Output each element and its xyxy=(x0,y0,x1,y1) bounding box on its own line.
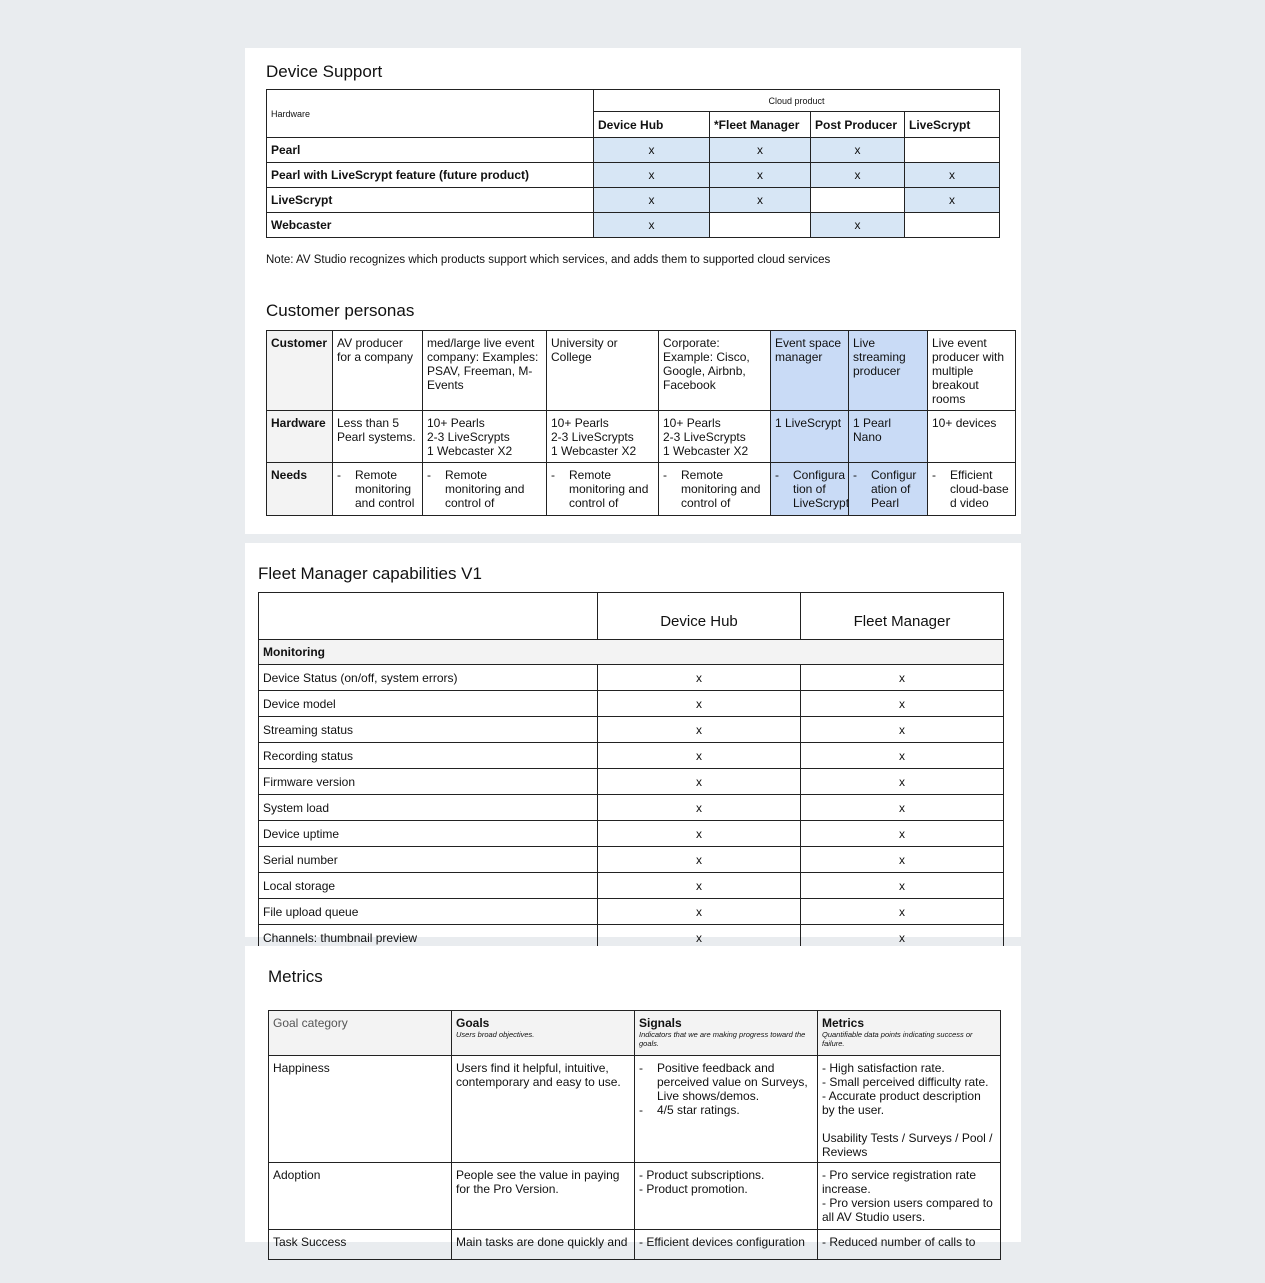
support-cell xyxy=(905,138,1000,163)
capability-row xyxy=(259,873,1004,899)
capability-name: Channels: thumbnail preview xyxy=(259,925,598,951)
metrics-cell xyxy=(818,1230,1001,1260)
need-item: - Configur ation of Pearl xyxy=(853,468,923,510)
fleet-corner xyxy=(259,593,598,640)
header-goals-sub: Users broad objectives. xyxy=(456,1030,535,1039)
header-signals-title: Signals xyxy=(639,1016,682,1030)
capability-row xyxy=(259,795,1004,821)
metric-line: Usability Tests / Surveys / Pool / Reviews xyxy=(822,1131,993,1159)
support-cell: x xyxy=(594,163,710,188)
fleet-manager-cell: x xyxy=(801,769,1004,795)
metric-line: - High satisfaction rate. xyxy=(822,1061,945,1075)
fleet-manager-cell: x xyxy=(801,899,1004,925)
device-hub-cell: x xyxy=(598,873,801,899)
row-label: Pearl with LiveScrypt feature (future product) xyxy=(267,163,594,188)
support-cell: x xyxy=(905,188,1000,213)
support-cell: x xyxy=(811,138,905,163)
device-hub-cell: x xyxy=(598,847,801,873)
persona-hardware: 10+ Pearls 2-3 LiveScrypts 1 Webcaster X2 xyxy=(659,411,771,463)
goal-text: Main tasks are done quickly and xyxy=(452,1230,635,1260)
persona-customer: University or College xyxy=(547,331,659,411)
column-header: Fleet Manager xyxy=(801,593,1004,640)
capability-row xyxy=(259,665,1004,691)
support-cell xyxy=(905,213,1000,238)
metrics-table xyxy=(268,1010,1001,1260)
fleet-manager-cell: x xyxy=(801,925,1004,951)
need-item: - Configura tion of LiveScrypt xyxy=(775,468,844,510)
persona-hardware: 10+ Pearls 2-3 LiveScrypts 1 Webcaster X2 xyxy=(547,411,659,463)
persona-needs xyxy=(423,463,547,516)
row-label: Pearl xyxy=(267,138,594,163)
need-item: - Remote monitoring and control of xyxy=(427,468,542,510)
support-cell: x xyxy=(594,138,710,163)
header-signals xyxy=(635,1011,818,1056)
metric-line: - Pro version users compared to all AV Studio users. xyxy=(822,1196,993,1224)
need-item: - Efficient cloud-base d video xyxy=(932,468,1011,510)
column-header: *Fleet Manager xyxy=(710,112,811,138)
fleet-title: Fleet Manager capabilities V1 xyxy=(258,564,482,583)
signals-cell xyxy=(635,1163,818,1230)
persona-hardware: 10+ devices xyxy=(928,411,1016,463)
device-support-title: Device Support xyxy=(266,62,383,81)
metric-line: - Reduced number of calls to xyxy=(822,1235,976,1249)
need-item: - Remote monitoring and control of xyxy=(551,468,654,510)
persona-needs xyxy=(659,463,771,516)
device-hub-cell: x xyxy=(598,717,801,743)
metrics-card xyxy=(245,946,1021,1249)
signal-line: - Product subscriptions. xyxy=(639,1168,765,1182)
personas-table xyxy=(266,330,1016,516)
persona-customer: Live event producer with multiple breakout rooms xyxy=(928,331,1016,411)
capability-row xyxy=(259,847,1004,873)
device-hub-cell: x xyxy=(598,691,801,717)
goal-category: Task Success xyxy=(269,1230,452,1260)
fleet-manager-cell: x xyxy=(801,847,1004,873)
need-item: - Remote monitoring and control xyxy=(337,468,418,510)
support-cell: x xyxy=(710,163,811,188)
capability-name: Device model xyxy=(259,691,598,717)
metric-line: - Pro service registration rate increase. xyxy=(822,1168,977,1196)
signals-cell xyxy=(635,1056,818,1163)
header-goals xyxy=(452,1011,635,1056)
goal-text: People see the value in paying for the Pro Version. xyxy=(452,1163,635,1230)
personas-title: Customer personas xyxy=(266,301,415,320)
fleet-manager-cell: x xyxy=(801,691,1004,717)
row-label: Webcaster xyxy=(267,213,594,238)
fleet-manager-cell: x xyxy=(801,821,1004,847)
header-metrics-title: Metrics xyxy=(822,1016,865,1030)
signal-line: - Product promotion. xyxy=(639,1182,748,1196)
persona-customer: med/large live event company: Examples: PSAV, Freeman, M-Events xyxy=(423,331,547,411)
persona-customer: Corporate: Example: Cisco, Google, Airbnb, Facebook xyxy=(659,331,771,411)
row-label: Customer xyxy=(267,331,333,411)
persona-needs xyxy=(771,463,849,516)
header-signals-sub: Indicators that we are making progress toward the goals. xyxy=(639,1030,806,1048)
device-support-card xyxy=(245,48,1021,534)
persona-needs xyxy=(333,463,423,516)
capability-name: System load xyxy=(259,795,598,821)
cloud-product-header: Cloud product xyxy=(594,90,1000,112)
persona-needs xyxy=(849,463,928,516)
support-cell xyxy=(710,213,811,238)
section-row: Monitoring xyxy=(259,640,1004,665)
capability-name: Local storage xyxy=(259,873,598,899)
capability-name: Firmware version xyxy=(259,769,598,795)
persona-needs xyxy=(928,463,1016,516)
header-metrics-sub: Quantifiable data points indicating success or failure. xyxy=(822,1030,973,1048)
signal-item: - Positive feedback and perceived value on Surveys, Live shows/demos. xyxy=(639,1061,813,1103)
persona-hardware: 1 Pearl Nano xyxy=(849,411,928,463)
header-metrics xyxy=(818,1011,1001,1056)
fleet-manager-cell: x xyxy=(801,795,1004,821)
signal-item: - 4/5 star ratings. xyxy=(639,1103,813,1117)
device-hub-cell: x xyxy=(598,795,801,821)
row-label: Needs xyxy=(267,463,333,516)
column-header: Device Hub xyxy=(594,112,710,138)
goal-category: Happiness xyxy=(269,1056,452,1163)
capability-row xyxy=(259,691,1004,717)
persona-hardware: Less than 5 Pearl systems. xyxy=(333,411,423,463)
capability-row xyxy=(259,743,1004,769)
support-cell xyxy=(811,188,905,213)
persona-hardware: 10+ Pearls 2-3 LiveScrypts 1 Webcaster X2 xyxy=(423,411,547,463)
persona-customer: Event space manager xyxy=(771,331,849,411)
fleet-table xyxy=(258,592,1004,951)
support-cell: x xyxy=(594,213,710,238)
metric-line: - Accurate product description by the user. xyxy=(822,1089,981,1117)
column-header: Post Producer xyxy=(811,112,905,138)
device-support-table xyxy=(266,89,1000,238)
signals-cell xyxy=(635,1230,818,1260)
persona-customer: AV producer for a company xyxy=(333,331,423,411)
support-cell: x xyxy=(710,138,811,163)
fleet-manager-cell: x xyxy=(801,665,1004,691)
fleet-manager-cell: x xyxy=(801,743,1004,769)
support-cell: x xyxy=(905,163,1000,188)
capability-name: Device uptime xyxy=(259,821,598,847)
header-goal-category: Goal category xyxy=(269,1011,452,1056)
fleet-manager-cell: x xyxy=(801,717,1004,743)
support-cell: x xyxy=(594,188,710,213)
metrics-cell xyxy=(818,1056,1001,1163)
goal-text: Users find it helpful, intuitive, contemporary and easy to use. xyxy=(452,1056,635,1163)
device-hub-cell: x xyxy=(598,821,801,847)
device-hub-cell: x xyxy=(598,769,801,795)
support-cell: x xyxy=(811,213,905,238)
device-hub-cell: x xyxy=(598,925,801,951)
persona-needs xyxy=(547,463,659,516)
signal-line: - Efficient devices configuration xyxy=(639,1235,805,1249)
capability-name: Device Status (on/off, system errors) xyxy=(259,665,598,691)
need-item: - Remote monitoring and control of xyxy=(663,468,766,510)
persona-customer: Live streaming producer xyxy=(849,331,928,411)
metrics-cell xyxy=(818,1163,1001,1230)
hardware-header: Hardware xyxy=(267,90,594,138)
row-label: Hardware xyxy=(267,411,333,463)
capability-name: Streaming status xyxy=(259,717,598,743)
capability-name: Recording status xyxy=(259,743,598,769)
support-cell: x xyxy=(710,188,811,213)
row-label: LiveScrypt xyxy=(267,188,594,213)
capability-row xyxy=(259,717,1004,743)
device-hub-cell: x xyxy=(598,899,801,925)
capability-name: File upload queue xyxy=(259,899,598,925)
column-header: LiveScrypt xyxy=(905,112,1000,138)
metric-line: - Small perceived difficulty rate. xyxy=(822,1075,989,1089)
fleet-manager-card xyxy=(245,543,1021,945)
goal-category: Adoption xyxy=(269,1163,452,1230)
support-cell: x xyxy=(811,163,905,188)
capability-row xyxy=(259,899,1004,925)
metrics-title: Metrics xyxy=(268,967,323,986)
capability-row xyxy=(259,769,1004,795)
column-header: Device Hub xyxy=(598,593,801,640)
persona-hardware: 1 LiveScrypt xyxy=(771,411,849,463)
capability-name: Serial number xyxy=(259,847,598,873)
metric-line xyxy=(822,1117,996,1131)
device-hub-cell: x xyxy=(598,743,801,769)
fleet-manager-cell: x xyxy=(801,873,1004,899)
capability-row xyxy=(259,821,1004,847)
device-hub-cell: x xyxy=(598,665,801,691)
header-goals-title: Goals xyxy=(456,1016,490,1030)
device-support-note: Note: AV Studio recognizes which products support which services, and adds them to supported cloud services xyxy=(266,254,831,266)
